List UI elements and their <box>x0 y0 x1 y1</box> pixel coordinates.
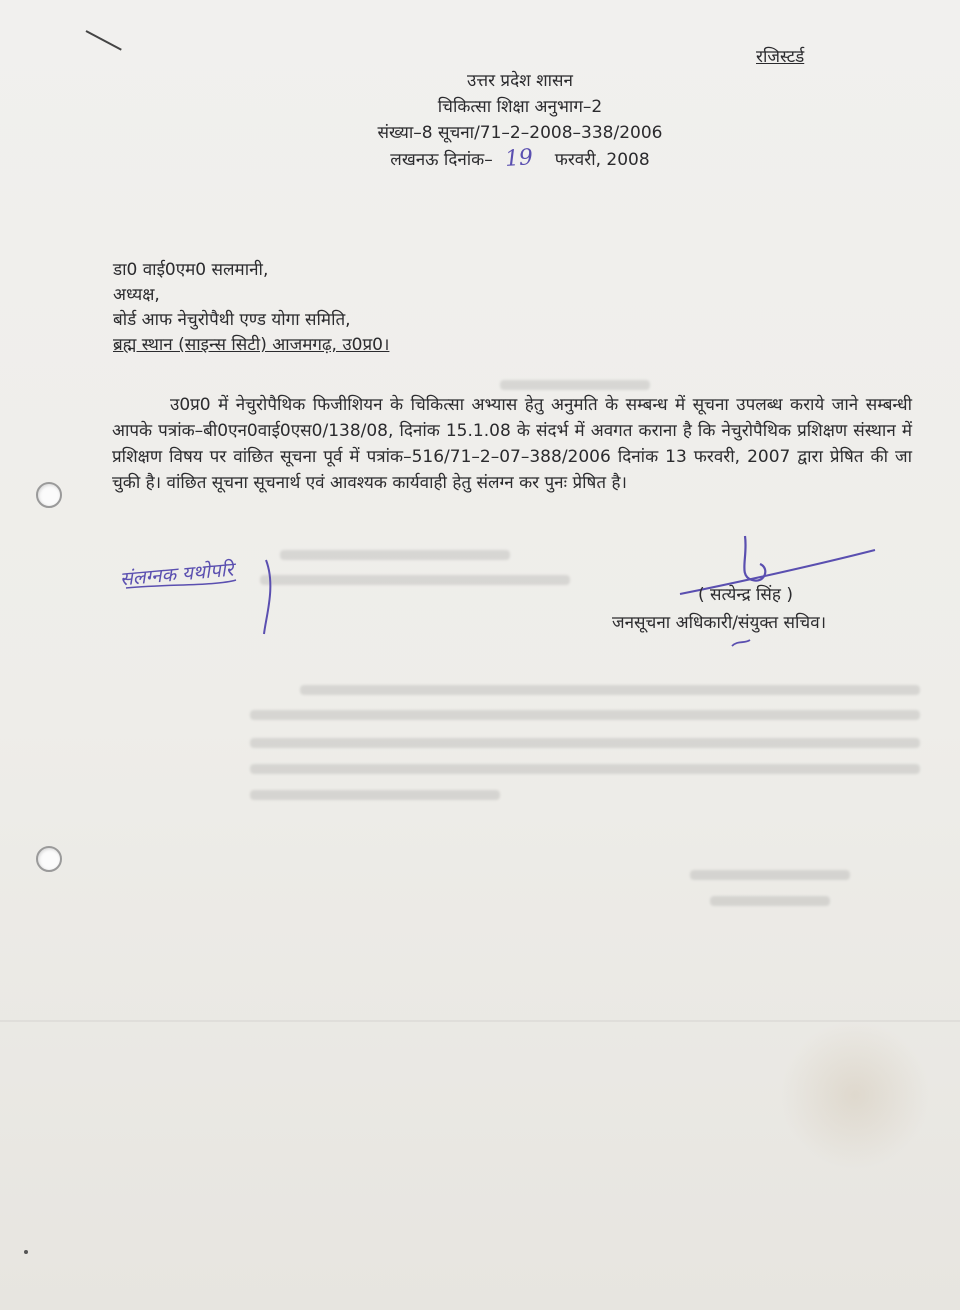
body-paragraph: उ0प्र0 में नेचुरोपैथिक फिजीशियन के चिकित्सा अभ्यास हेतु अनुमति के सम्बन्ध में सूचना उपलब्ध कराये जाने सम्बन्धी आपके पत्रांक–बी0एन0वाई0एस0/138/08, दिनांक 15.1.08 के संदर्भ में अवगत कराना है कि नेचुरोपैथिक प्रशिक्षण संस्थान में प्रशिक्षण विषय पर वांछित सूचना पूर्व में पत्रांक–516/71–2–07–388/2006 दिनांक 13 फरवरी, 2007 द्वारा प्रेषित की जा चुकी है। वांछित सूचना सूचनार्थ एवं आवश्यक कार्यवाही हेतु संलग्न कर पुनः प्रेषित है। <box>112 395 912 493</box>
paper-stain <box>780 1020 930 1170</box>
date-suffix: फरवरी, 2008 <box>554 150 650 170</box>
ink-dot <box>24 1250 28 1254</box>
handwritten-date: 19 <box>503 145 534 172</box>
letter-header <box>320 68 720 173</box>
handwritten-enclosure-note <box>116 546 306 646</box>
punch-hole-top <box>36 482 62 508</box>
date-prefix: लखनऊ दिनांक– <box>390 150 493 170</box>
registered-label: रजिस्टर्ड <box>756 47 805 67</box>
recipient-name: डा0 वाई0एम0 सलमानी, <box>113 260 269 280</box>
recipient-location: ब्रह्म स्थान (साइन्स सिटी) आजमगढ़, उ0प्र0। <box>113 335 390 355</box>
letter-body <box>112 392 912 496</box>
corner-pen-mark <box>86 30 122 51</box>
department-name: चिकित्सा शिक्षा अनुभाग–2 <box>437 97 603 117</box>
recipient-organization: बोर्ड आफ नेचुरोपैथी एण्ड योगा समिति, <box>113 310 351 330</box>
fold-line <box>0 1020 960 1022</box>
signatory-name: ( सत्येन्द्र सिंह ) <box>698 585 793 605</box>
punch-hole-bottom <box>36 846 62 872</box>
recipient-designation: अध्यक्ष, <box>113 285 160 305</box>
recipient-address <box>113 258 389 358</box>
handwritten-note-text: संलग्नक यथोपरि <box>119 558 235 591</box>
reference-number: संख्या–8 सूचना/71–2–2008–338/2006 <box>377 123 663 143</box>
government-name: उत्तर प्रदेश शासन <box>467 71 573 91</box>
signatory-title: जनसूचना अधिकारी/संयुक्त सचिव। <box>612 613 827 633</box>
date-line <box>320 146 720 173</box>
